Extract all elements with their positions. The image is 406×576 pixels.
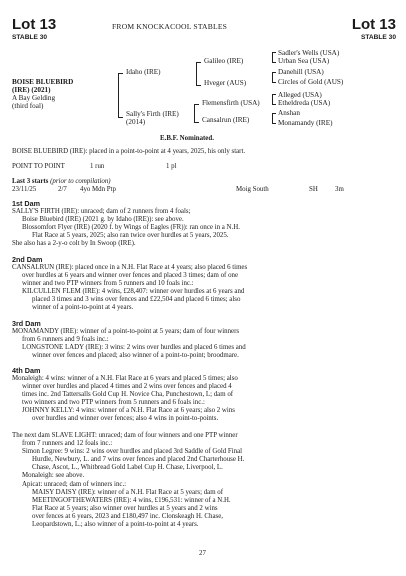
first-dam-line: SALLY'S FIRTH (IRE): unraced; dam of 2 runners from 4 foals;	[12, 208, 191, 215]
slave-light-line: Chase, Ascot, L., Whitbread Gold Label Cup H. Chase, Liverpool, L.	[32, 464, 223, 472]
last-starts-title: Last 3 starts	[12, 178, 49, 185]
bracket-dd	[272, 113, 276, 124]
dam-sire: Flemensfirth (USA)	[202, 99, 260, 107]
bracket-sd	[272, 72, 276, 83]
slave-light-line: MAISY DAISY (IRE): winner of a N.H. Flat Race at 5 years; dam of	[32, 488, 224, 496]
sire-dam-sire: Danehill (USA)	[278, 68, 324, 76]
lot-number-right: Lot 13	[351, 16, 396, 33]
sire-sire-sire: Sadler's Wells (USA)	[278, 49, 340, 57]
slave-light-line: Apicat: unraced; dam of winners inc.:	[22, 480, 127, 488]
sire-dam: Hveger (AUS)	[204, 79, 247, 87]
start-date: 23/11/25	[12, 186, 37, 193]
slave-light-line: Simon Legree: 9 wins: 2 wins over hurdles and placed 3rd Saddle of Gold Final	[22, 448, 243, 456]
last-starts-note: (prior to compilation)	[50, 178, 111, 185]
bracket-ds	[272, 94, 276, 105]
second-dam-line: placed 3 times and 3 wins over fences and £22,504 and placed 6 times; also	[32, 296, 241, 304]
first-dam-text	[12, 208, 240, 248]
page-number: 27	[199, 550, 206, 557]
dam: Sally's Firth (IRE)	[126, 110, 179, 118]
second-dam-heading: 2nd Dam	[12, 255, 43, 264]
second-dam-line: CANSALRUN (IRE): placed once in a N.H. Flat Race at 4 years; also placed 6 times	[12, 264, 248, 271]
first-dam-heading: 1st Dam	[12, 199, 40, 208]
dam-sire-sire: Alleged (USA)	[278, 91, 322, 99]
consignor-heading: FROM KNOCKACOOL STABLES	[112, 22, 228, 31]
pedigree-bracket-dam	[194, 104, 199, 123]
start-course: Moig South	[236, 186, 269, 193]
fourth-dam-line: JOHNNY KELLY: 4 wins: winner of a N.H. Flat Race at 6 years; also 2 wins	[22, 407, 235, 415]
slave-light-line: from 7 runners and 12 foals inc.:	[22, 440, 113, 448]
first-dam-line: Flat Race at 5 years, 2025; also ran twice over hurdles at 5 years, 2025.	[32, 232, 229, 240]
ptp-label: POINT TO POINT	[12, 163, 65, 170]
fourth-dam-line: times inc. 2nd Tattersalls Gold Cup H. Novice Cha, Punchestown, L; dam of	[22, 391, 234, 399]
last-starts-heading	[12, 178, 111, 186]
start-race: 4yo Mdn Ptp	[80, 186, 116, 193]
race-summary: BOISE BLUEBIRD (IRE): placed in a point-to-point at 4 years, 2025, his only start.	[12, 148, 246, 155]
first-dam-line: She also has a 2-y-o colt by In Swoop (IRE).	[12, 240, 136, 248]
slave-light-line: Leopardstown, L.; also winner of a point-to-point at 4 years.	[32, 521, 199, 529]
dam-dam-dam: Monamandy (IRE)	[278, 119, 333, 127]
third-dam-line: MONAMANDY (IRE): winner of a point-to-point at 5 years; dam of four winners	[12, 328, 240, 335]
bracket-ss	[272, 52, 276, 63]
first-dam-line: Boise Bluebird (IRE) (2021 g. by Idaho (IRE)): see above.	[22, 216, 184, 224]
stable-right: STABLE 30	[360, 34, 396, 41]
sire-dam-dam: Circles of Gold (AUS)	[278, 78, 344, 86]
fourth-dam-heading: 4th Dam	[12, 366, 41, 375]
second-dam-line: over hurdles at 6 years and winner over fences and placed 3 times; dam of one	[22, 272, 239, 280]
lot-number-left: Lot 13	[12, 16, 57, 33]
slave-light-text	[12, 432, 244, 529]
fourth-dam-text	[12, 375, 238, 424]
start-position: 2/7	[58, 186, 67, 193]
dam-dam: Cansalrun (IRE)	[202, 116, 250, 124]
first-dam-line: Blossomfort Flyer (IRE) (2020 f. by Wings of Eagles (FR)): ran once in a N.H.	[22, 224, 240, 232]
slave-light-line: MEETINGOFTHEWATERS (IRE): 4 wins, £196,531: winner of a N.H.	[32, 496, 231, 504]
sire-sire-dam: Urban Sea (USA)	[278, 57, 330, 65]
horse-country-year: (IRE) (2021)	[12, 86, 51, 94]
start-distance: 3m	[335, 186, 344, 193]
stable-left: STABLE 30	[12, 34, 48, 41]
dam-year: (2014)	[126, 118, 146, 126]
third-dam-line: winner over fences and placed; also winner of a point-to-point; broodmare.	[32, 352, 239, 360]
fourth-dam-line: Monaleigh: 4 wins: winner of a N.H. Flat Race at 6 years and placed 5 times; also	[12, 375, 238, 382]
slave-light-line: over fences at 6 years, 2023 and £180,497 inc. Clonskeagh H. Chase,	[32, 512, 223, 520]
slave-light-line: Hurdle, Newbury, L. and 7 wins over fences and placed 2nd Charterhouse H.	[32, 456, 245, 464]
second-dam-text	[12, 264, 247, 313]
third-dam-heading: 3rd Dam	[12, 319, 41, 328]
second-dam-line: winner and two PTP winners from 5 runners and 10 foals inc.:	[22, 280, 194, 288]
pedigree-bracket-main	[118, 73, 123, 118]
slave-light-line: The next dam SLAVE LIGHT: unraced; dam of four winners and one PTP winner	[12, 432, 238, 439]
foal-order: (third foal)	[12, 102, 44, 110]
ptp-placed: 1 pl	[166, 163, 177, 170]
pedigree-bracket-sire	[196, 62, 201, 86]
ptp-runs: 1 run	[90, 163, 105, 170]
start-going: SH	[309, 186, 318, 193]
dam-dam-sire: Anshan	[278, 109, 300, 117]
horse-name: BOISE BLUEBIRD	[12, 78, 74, 86]
second-dam-line: KILCULLEN FLEM (IRE): 4 wins, £28,407: winner over hurdles at 6 years and	[22, 288, 245, 296]
fourth-dam-line: two winners and two PTP winners from 5 runners and 6 foals inc.:	[22, 399, 205, 407]
sire-sire: Galileo (IRE)	[204, 57, 244, 65]
fourth-dam-line: over hurdles and winner over fences; also 4 wins in point-to-points.	[32, 415, 219, 423]
ebf-nomination: E.B.F. Nominated.	[160, 135, 214, 142]
horse-description: A Bay Gelding	[12, 94, 56, 102]
fourth-dam-line: winner over hurdles and placed 4 times and 2 wins over fences and placed 4	[22, 383, 232, 391]
third-dam-line: from 6 runners and 9 foals inc.:	[22, 336, 109, 344]
slave-light-line: Flat Race at 5 years; also winner over hurdles at 5 years and 2 wins	[32, 504, 218, 512]
sire: Idaho (IRE)	[126, 68, 161, 76]
dam-sire-dam: Etheldreda (USA)	[278, 99, 331, 107]
third-dam-line: LONGSTONE LADY (IRE): 3 wins: 2 wins over hurdles and placed 6 times and	[22, 344, 246, 352]
slave-light-line: Monaleigh: see above.	[22, 472, 85, 480]
third-dam-text	[12, 328, 246, 360]
second-dam-line: winner of a point-to-point at 4 years.	[32, 304, 134, 312]
